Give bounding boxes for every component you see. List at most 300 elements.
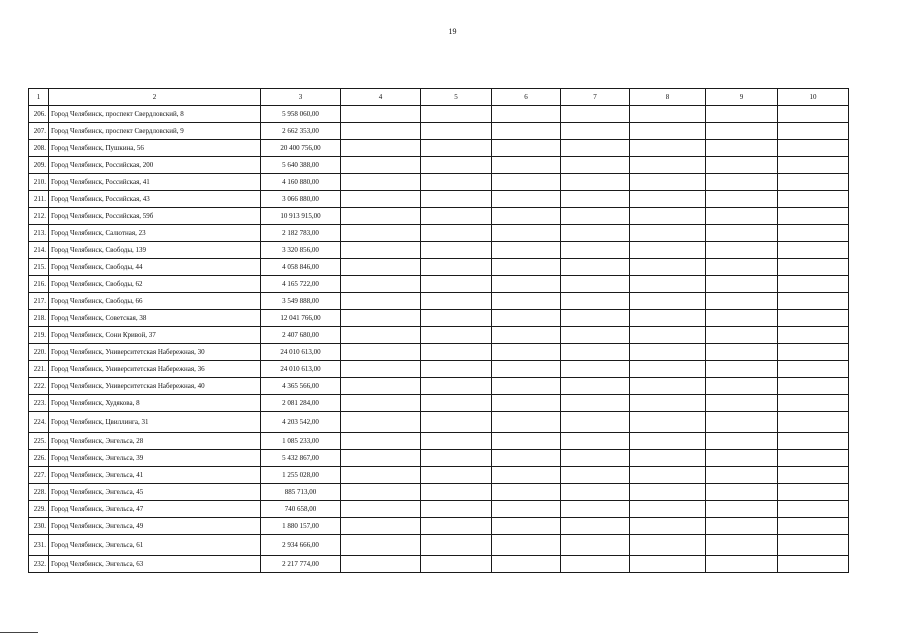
empty-cell xyxy=(778,276,849,293)
row-number-cell: 220. xyxy=(29,344,49,361)
amount-cell: 4 203 542,00 xyxy=(261,412,341,433)
address-cell: Город Челябинск, Сони Кривой, 37 xyxy=(49,327,261,344)
empty-cell xyxy=(778,174,849,191)
empty-cell xyxy=(421,344,492,361)
table-row xyxy=(29,395,849,412)
address-cell: Город Челябинск, Энгельса, 63 xyxy=(49,556,261,573)
empty-cell xyxy=(492,501,561,518)
table-row xyxy=(29,191,849,208)
empty-cell xyxy=(778,412,849,433)
empty-cell xyxy=(630,293,706,310)
empty-cell xyxy=(561,518,630,535)
empty-cell xyxy=(706,395,778,412)
empty-cell xyxy=(341,208,421,225)
empty-cell xyxy=(778,310,849,327)
empty-cell xyxy=(341,310,421,327)
empty-cell xyxy=(561,556,630,573)
table-row xyxy=(29,242,849,259)
table-row xyxy=(29,450,849,467)
empty-cell xyxy=(421,208,492,225)
empty-cell xyxy=(341,433,421,450)
empty-cell xyxy=(630,518,706,535)
address-cell: Город Челябинск, Энгельса, 28 xyxy=(49,433,261,450)
row-number-cell: 228. xyxy=(29,484,49,501)
empty-cell xyxy=(341,225,421,242)
address-cell: Город Челябинск, Свободы, 139 xyxy=(49,242,261,259)
table-row xyxy=(29,225,849,242)
empty-cell xyxy=(561,412,630,433)
empty-cell xyxy=(561,208,630,225)
empty-cell xyxy=(421,518,492,535)
empty-cell xyxy=(341,242,421,259)
table-row xyxy=(29,501,849,518)
empty-cell xyxy=(341,106,421,123)
empty-cell xyxy=(706,412,778,433)
table-row xyxy=(29,344,849,361)
address-cell: Город Челябинск, Свободы, 66 xyxy=(49,293,261,310)
empty-cell xyxy=(706,467,778,484)
empty-cell xyxy=(492,327,561,344)
amount-cell: 3 320 856,00 xyxy=(261,242,341,259)
empty-cell xyxy=(341,361,421,378)
table-row xyxy=(29,361,849,378)
row-number-cell: 227. xyxy=(29,467,49,484)
row-number-cell: 226. xyxy=(29,450,49,467)
empty-cell xyxy=(778,208,849,225)
empty-cell xyxy=(561,501,630,518)
table-row xyxy=(29,293,849,310)
empty-cell xyxy=(630,535,706,556)
table-row xyxy=(29,310,849,327)
empty-cell xyxy=(421,242,492,259)
empty-cell xyxy=(492,259,561,276)
empty-cell xyxy=(341,412,421,433)
empty-cell xyxy=(630,140,706,157)
empty-cell xyxy=(630,276,706,293)
empty-cell xyxy=(341,556,421,573)
empty-cell xyxy=(778,157,849,174)
table-row xyxy=(29,174,849,191)
empty-cell xyxy=(630,395,706,412)
empty-cell xyxy=(561,293,630,310)
row-number-cell: 225. xyxy=(29,433,49,450)
empty-cell xyxy=(706,157,778,174)
row-number-cell: 232. xyxy=(29,556,49,573)
empty-cell xyxy=(706,327,778,344)
empty-cell xyxy=(778,433,849,450)
empty-cell xyxy=(492,208,561,225)
table-row xyxy=(29,467,849,484)
address-register-table xyxy=(28,88,849,573)
empty-cell xyxy=(341,450,421,467)
address-cell: Город Челябинск, Российская, 43 xyxy=(49,191,261,208)
row-number-cell: 221. xyxy=(29,361,49,378)
table-row xyxy=(29,484,849,501)
address-cell: Город Челябинск, Университетская Набережная, 40 xyxy=(49,378,261,395)
empty-cell xyxy=(706,106,778,123)
empty-cell xyxy=(630,157,706,174)
amount-cell: 1 880 157,00 xyxy=(261,518,341,535)
column-header: 4 xyxy=(341,89,421,106)
empty-cell xyxy=(492,535,561,556)
empty-cell xyxy=(421,225,492,242)
empty-cell xyxy=(561,106,630,123)
empty-cell xyxy=(341,174,421,191)
empty-cell xyxy=(492,378,561,395)
empty-cell xyxy=(630,412,706,433)
row-number-cell: 219. xyxy=(29,327,49,344)
empty-cell xyxy=(421,450,492,467)
empty-cell xyxy=(492,450,561,467)
amount-cell: 885 713,00 xyxy=(261,484,341,501)
address-cell: Город Челябинск, Университетская Набережная, 30 xyxy=(49,344,261,361)
column-header: 7 xyxy=(561,89,630,106)
empty-cell xyxy=(630,174,706,191)
empty-cell xyxy=(561,535,630,556)
empty-cell xyxy=(421,378,492,395)
empty-cell xyxy=(421,467,492,484)
address-cell: Город Челябинск, Энгельса, 41 xyxy=(49,467,261,484)
empty-cell xyxy=(492,191,561,208)
empty-cell xyxy=(778,293,849,310)
amount-cell: 3 066 880,00 xyxy=(261,191,341,208)
empty-cell xyxy=(341,344,421,361)
row-number-cell: 210. xyxy=(29,174,49,191)
row-number-cell: 222. xyxy=(29,378,49,395)
address-cell: Город Челябинск, проспект Свердловский, 8 xyxy=(49,106,261,123)
empty-cell xyxy=(421,361,492,378)
row-number-cell: 211. xyxy=(29,191,49,208)
empty-cell xyxy=(561,378,630,395)
page-edge-mark xyxy=(0,632,38,633)
amount-cell: 4 058 846,00 xyxy=(261,259,341,276)
empty-cell xyxy=(778,242,849,259)
empty-cell xyxy=(778,535,849,556)
empty-cell xyxy=(492,140,561,157)
empty-cell xyxy=(706,276,778,293)
empty-cell xyxy=(561,140,630,157)
empty-cell xyxy=(492,174,561,191)
table-row xyxy=(29,556,849,573)
empty-cell xyxy=(561,395,630,412)
column-header: 6 xyxy=(492,89,561,106)
empty-cell xyxy=(706,174,778,191)
empty-cell xyxy=(421,310,492,327)
empty-cell xyxy=(421,484,492,501)
empty-cell xyxy=(561,433,630,450)
empty-cell xyxy=(630,242,706,259)
empty-cell xyxy=(492,242,561,259)
empty-cell xyxy=(778,484,849,501)
address-cell: Город Челябинск, Худякова, 8 xyxy=(49,395,261,412)
empty-cell xyxy=(421,293,492,310)
empty-cell xyxy=(492,433,561,450)
empty-cell xyxy=(421,106,492,123)
empty-cell xyxy=(341,140,421,157)
amount-cell: 5 640 388,00 xyxy=(261,157,341,174)
table-row xyxy=(29,518,849,535)
address-cell: Город Челябинск, Свободы, 44 xyxy=(49,259,261,276)
row-number-cell: 213. xyxy=(29,225,49,242)
empty-cell xyxy=(492,157,561,174)
empty-cell xyxy=(630,106,706,123)
column-header: 10 xyxy=(778,89,849,106)
address-cell: Город Челябинск, Пушкина, 56 xyxy=(49,140,261,157)
address-cell: Город Челябинск, Российская, 200 xyxy=(49,157,261,174)
empty-cell xyxy=(341,378,421,395)
empty-cell xyxy=(341,467,421,484)
empty-cell xyxy=(421,395,492,412)
empty-cell xyxy=(706,293,778,310)
empty-cell xyxy=(706,556,778,573)
row-number-cell: 214. xyxy=(29,242,49,259)
row-number-cell: 215. xyxy=(29,259,49,276)
table-row xyxy=(29,535,849,556)
empty-cell xyxy=(561,467,630,484)
address-cell: Город Челябинск, Советская, 38 xyxy=(49,310,261,327)
empty-cell xyxy=(630,344,706,361)
table-row xyxy=(29,140,849,157)
amount-cell: 740 658,00 xyxy=(261,501,341,518)
column-header: 8 xyxy=(630,89,706,106)
empty-cell xyxy=(630,484,706,501)
empty-cell xyxy=(778,361,849,378)
empty-cell xyxy=(492,556,561,573)
address-cell: Город Челябинск, Энгельса, 39 xyxy=(49,450,261,467)
empty-cell xyxy=(561,361,630,378)
empty-cell xyxy=(630,556,706,573)
empty-cell xyxy=(706,361,778,378)
row-number-cell: 206. xyxy=(29,106,49,123)
empty-cell xyxy=(778,556,849,573)
table-row xyxy=(29,106,849,123)
address-cell: Город Челябинск, Университетская Набережная, 36 xyxy=(49,361,261,378)
empty-cell xyxy=(421,556,492,573)
empty-cell xyxy=(630,467,706,484)
empty-cell xyxy=(561,276,630,293)
amount-cell: 2 182 783,00 xyxy=(261,225,341,242)
empty-cell xyxy=(706,208,778,225)
column-header: 2 xyxy=(49,89,261,106)
empty-cell xyxy=(341,157,421,174)
amount-cell: 12 041 766,00 xyxy=(261,310,341,327)
address-cell: Город Челябинск, Салютная, 23 xyxy=(49,225,261,242)
empty-cell xyxy=(561,242,630,259)
table-row xyxy=(29,157,849,174)
amount-cell: 20 400 756,00 xyxy=(261,140,341,157)
amount-cell: 24 010 613,00 xyxy=(261,344,341,361)
amount-cell: 4 165 722,00 xyxy=(261,276,341,293)
empty-cell xyxy=(492,310,561,327)
empty-cell xyxy=(778,123,849,140)
empty-cell xyxy=(630,378,706,395)
empty-cell xyxy=(341,395,421,412)
empty-cell xyxy=(341,259,421,276)
amount-cell: 5 432 867,00 xyxy=(261,450,341,467)
empty-cell xyxy=(630,123,706,140)
empty-cell xyxy=(778,327,849,344)
empty-cell xyxy=(706,191,778,208)
empty-cell xyxy=(492,395,561,412)
empty-cell xyxy=(341,535,421,556)
table-body xyxy=(29,89,849,573)
amount-cell: 1 085 233,00 xyxy=(261,433,341,450)
empty-cell xyxy=(492,225,561,242)
empty-cell xyxy=(421,259,492,276)
amount-cell: 3 549 888,00 xyxy=(261,293,341,310)
table-row xyxy=(29,123,849,140)
empty-cell xyxy=(778,467,849,484)
empty-cell xyxy=(421,157,492,174)
address-cell: Город Челябинск, Энгельса, 47 xyxy=(49,501,261,518)
empty-cell xyxy=(341,276,421,293)
amount-cell: 5 958 060,00 xyxy=(261,106,341,123)
empty-cell xyxy=(630,225,706,242)
amount-cell: 2 662 353,00 xyxy=(261,123,341,140)
empty-cell xyxy=(706,242,778,259)
empty-cell xyxy=(778,378,849,395)
empty-cell xyxy=(778,501,849,518)
empty-cell xyxy=(630,450,706,467)
column-number-row xyxy=(29,89,849,106)
empty-cell xyxy=(421,412,492,433)
amount-cell: 1 255 028,00 xyxy=(261,467,341,484)
column-header: 5 xyxy=(421,89,492,106)
empty-cell xyxy=(706,378,778,395)
table-row xyxy=(29,276,849,293)
empty-cell xyxy=(341,484,421,501)
table-row xyxy=(29,433,849,450)
empty-cell xyxy=(492,344,561,361)
empty-cell xyxy=(341,327,421,344)
amount-cell: 2 217 774,00 xyxy=(261,556,341,573)
empty-cell xyxy=(706,535,778,556)
empty-cell xyxy=(421,433,492,450)
empty-cell xyxy=(561,157,630,174)
table-row xyxy=(29,412,849,433)
empty-cell xyxy=(492,123,561,140)
amount-cell: 24 010 613,00 xyxy=(261,361,341,378)
empty-cell xyxy=(341,501,421,518)
empty-cell xyxy=(778,140,849,157)
empty-cell xyxy=(492,361,561,378)
empty-cell xyxy=(706,310,778,327)
row-number-cell: 209. xyxy=(29,157,49,174)
empty-cell xyxy=(561,225,630,242)
empty-cell xyxy=(561,344,630,361)
row-number-cell: 231. xyxy=(29,535,49,556)
column-header: 3 xyxy=(261,89,341,106)
column-header: 1 xyxy=(29,89,49,106)
empty-cell xyxy=(706,123,778,140)
empty-cell xyxy=(492,518,561,535)
address-cell: Город Челябинск, Российская, 59б xyxy=(49,208,261,225)
amount-cell: 4 365 566,00 xyxy=(261,378,341,395)
empty-cell xyxy=(341,293,421,310)
empty-cell xyxy=(778,518,849,535)
empty-cell xyxy=(630,310,706,327)
empty-cell xyxy=(706,501,778,518)
empty-cell xyxy=(630,361,706,378)
empty-cell xyxy=(341,191,421,208)
empty-cell xyxy=(561,484,630,501)
empty-cell xyxy=(561,259,630,276)
empty-cell xyxy=(341,518,421,535)
table-row xyxy=(29,327,849,344)
row-number-cell: 230. xyxy=(29,518,49,535)
empty-cell xyxy=(630,327,706,344)
empty-cell xyxy=(421,191,492,208)
empty-cell xyxy=(561,327,630,344)
row-number-cell: 217. xyxy=(29,293,49,310)
empty-cell xyxy=(492,484,561,501)
empty-cell xyxy=(778,344,849,361)
address-cell: Город Челябинск, проспект Свердловский, 9 xyxy=(49,123,261,140)
empty-cell xyxy=(706,518,778,535)
empty-cell xyxy=(778,225,849,242)
address-cell: Город Челябинск, Энгельса, 49 xyxy=(49,518,261,535)
empty-cell xyxy=(492,276,561,293)
empty-cell xyxy=(561,174,630,191)
address-cell: Город Челябинск, Российская, 41 xyxy=(49,174,261,191)
table-row xyxy=(29,378,849,395)
table-row xyxy=(29,208,849,225)
column-header: 9 xyxy=(706,89,778,106)
empty-cell xyxy=(630,501,706,518)
empty-cell xyxy=(706,344,778,361)
address-cell: Город Челябинск, Цвиллинга, 31 xyxy=(49,412,261,433)
row-number-cell: 212. xyxy=(29,208,49,225)
empty-cell xyxy=(778,395,849,412)
empty-cell xyxy=(421,501,492,518)
empty-cell xyxy=(561,123,630,140)
table-row xyxy=(29,259,849,276)
empty-cell xyxy=(630,259,706,276)
empty-cell xyxy=(492,293,561,310)
empty-cell xyxy=(630,208,706,225)
empty-cell xyxy=(706,484,778,501)
row-number-cell: 218. xyxy=(29,310,49,327)
address-cell: Город Челябинск, Энгельса, 61 xyxy=(49,535,261,556)
row-number-cell: 207. xyxy=(29,123,49,140)
row-number-cell: 223. xyxy=(29,395,49,412)
address-cell: Город Челябинск, Энгельса, 45 xyxy=(49,484,261,501)
empty-cell xyxy=(778,191,849,208)
empty-cell xyxy=(778,106,849,123)
page-number: 19 xyxy=(448,27,457,36)
empty-cell xyxy=(421,327,492,344)
amount-cell: 2 934 666,00 xyxy=(261,535,341,556)
empty-cell xyxy=(421,535,492,556)
empty-cell xyxy=(341,123,421,140)
address-cell: Город Челябинск, Свободы, 62 xyxy=(49,276,261,293)
empty-cell xyxy=(706,259,778,276)
amount-cell: 2 081 284,00 xyxy=(261,395,341,412)
empty-cell xyxy=(630,433,706,450)
row-number-cell: 224. xyxy=(29,412,49,433)
empty-cell xyxy=(421,140,492,157)
empty-cell xyxy=(421,174,492,191)
row-number-cell: 208. xyxy=(29,140,49,157)
empty-cell xyxy=(706,225,778,242)
empty-cell xyxy=(492,467,561,484)
empty-cell xyxy=(706,433,778,450)
amount-cell: 2 407 680,00 xyxy=(261,327,341,344)
amount-cell: 4 160 880,00 xyxy=(261,174,341,191)
row-number-cell: 229. xyxy=(29,501,49,518)
empty-cell xyxy=(778,259,849,276)
empty-cell xyxy=(561,450,630,467)
